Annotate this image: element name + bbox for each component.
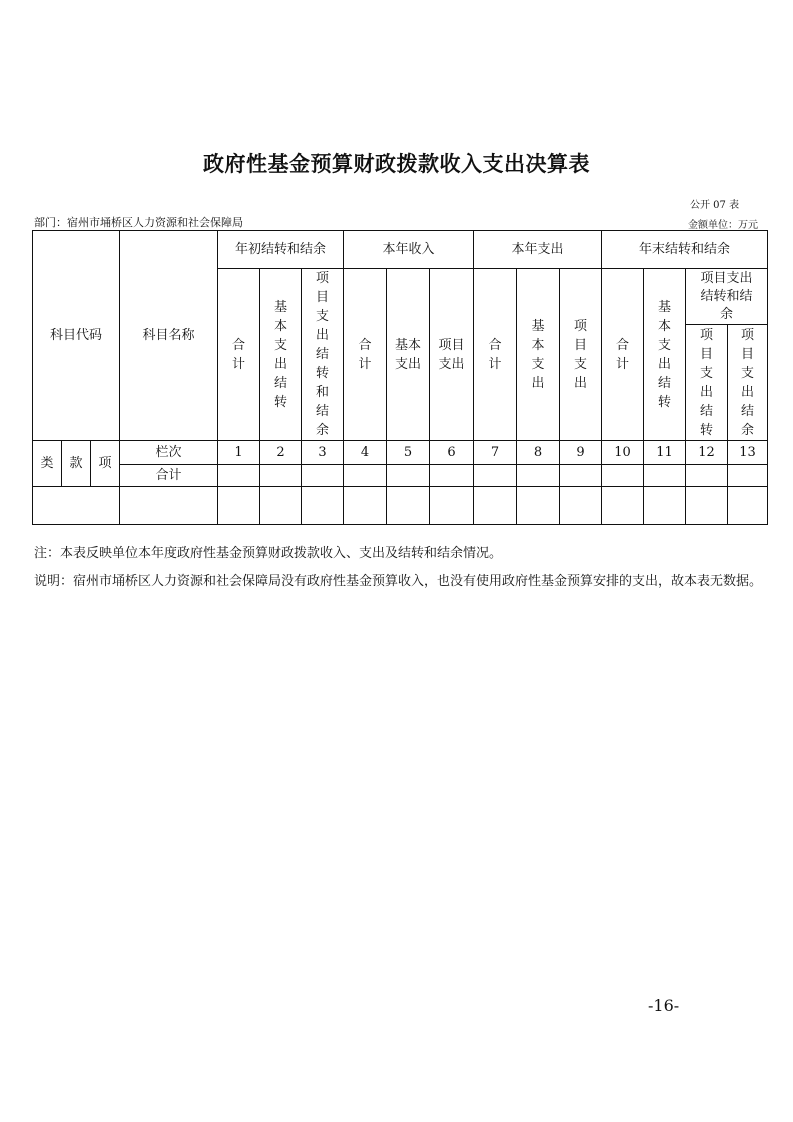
page-number: -16- (648, 996, 680, 1015)
col-number: 7 (474, 441, 517, 465)
table-cell (344, 487, 387, 525)
department-label: 部门：宿州市埇桥区人力资源和社会保障局 (34, 216, 243, 229)
table-cell (560, 487, 602, 525)
table-cell (120, 487, 218, 525)
table-cell (474, 487, 517, 525)
table-cell (218, 465, 260, 487)
form-number: 公开 07 表 (690, 200, 740, 211)
table-cell (260, 487, 302, 525)
table-cell (218, 487, 260, 525)
table-cell (517, 487, 560, 525)
total-row-label: 合计 (120, 465, 218, 487)
class-header: 类 (33, 441, 62, 487)
table-cell (560, 465, 602, 487)
table-cell (644, 465, 686, 487)
col-number: 10 (602, 441, 644, 465)
end-project-carry-header: 项目支出结转 (686, 325, 728, 441)
col-number: 3 (302, 441, 344, 465)
expense-project-header: 项目支出 (560, 269, 602, 441)
col-number: 2 (260, 441, 302, 465)
table-cell (387, 465, 430, 487)
begin-total-header: 合计 (218, 269, 260, 441)
col-number: 4 (344, 441, 387, 465)
col-number: 1 (218, 441, 260, 465)
table-cell (686, 465, 728, 487)
table-cell (517, 465, 560, 487)
end-total-header: 合计 (602, 269, 644, 441)
expense-total-header: 合计 (474, 269, 517, 441)
income-project-header: 项目支出 (430, 269, 474, 441)
col-number: 8 (517, 441, 560, 465)
subject-name-header: 科目名称 (120, 231, 218, 441)
col-number: 12 (686, 441, 728, 465)
end-project-carry-surplus-header: 项目支出结转和结余 (686, 269, 768, 325)
table-cell (728, 465, 768, 487)
table-row (33, 487, 768, 525)
table-cell (302, 487, 344, 525)
table-note: 注：本表反映单位本年度政府性基金预算财政拨款收入、支出及结转和结余情况。 (34, 546, 503, 561)
table-cell (430, 465, 474, 487)
col-number: 11 (644, 441, 686, 465)
budget-table (32, 230, 768, 525)
table-cell (728, 487, 768, 525)
annual-expense-header: 本年支出 (474, 231, 602, 269)
annual-income-header: 本年收入 (344, 231, 474, 269)
subject-code-header: 科目代码 (33, 231, 120, 441)
table-cell (387, 487, 430, 525)
total-row (33, 465, 768, 487)
table-cell (686, 487, 728, 525)
col-number: 13 (728, 441, 768, 465)
table-cell (474, 465, 517, 487)
table-cell (302, 465, 344, 487)
col-number: 9 (560, 441, 602, 465)
begin-balance-header: 年初结转和结余 (218, 231, 344, 269)
table-cell (602, 487, 644, 525)
table-cell (602, 465, 644, 487)
table-cell (644, 487, 686, 525)
table-cell (344, 465, 387, 487)
end-basic-carry-header: 基本支出结转 (644, 269, 686, 441)
kuan-header: 款 (62, 441, 91, 487)
table-cell (260, 465, 302, 487)
page-title: 政府性基金预算财政拨款收入支出决算表 (203, 152, 590, 176)
unit-label: 金额单位：万元 (688, 220, 758, 231)
expense-basic-header: 基本支出 (517, 269, 560, 441)
income-total-header: 合计 (344, 269, 387, 441)
end-balance-header: 年末结转和结余 (602, 231, 768, 269)
col-number: 5 (387, 441, 430, 465)
table-explanation: 说明：宿州市埇桥区人力资源和社会保障局没有政府性基金预算收入，也没有使用政府性基金预算安排的支出，故本表无数据。 (34, 574, 763, 589)
begin-project-carry-surplus-header: 项目支出结转和结余 (302, 269, 344, 441)
col-number: 6 (430, 441, 474, 465)
row-number-label: 栏次 (120, 441, 218, 465)
income-basic-header: 基本支出 (387, 269, 430, 441)
end-project-surplus-header: 项目支出结余 (728, 325, 768, 441)
table-cell (33, 487, 120, 525)
item-header: 项 (91, 441, 120, 487)
table-cell (430, 487, 474, 525)
begin-basic-carry-header: 基本支出结转 (260, 269, 302, 441)
